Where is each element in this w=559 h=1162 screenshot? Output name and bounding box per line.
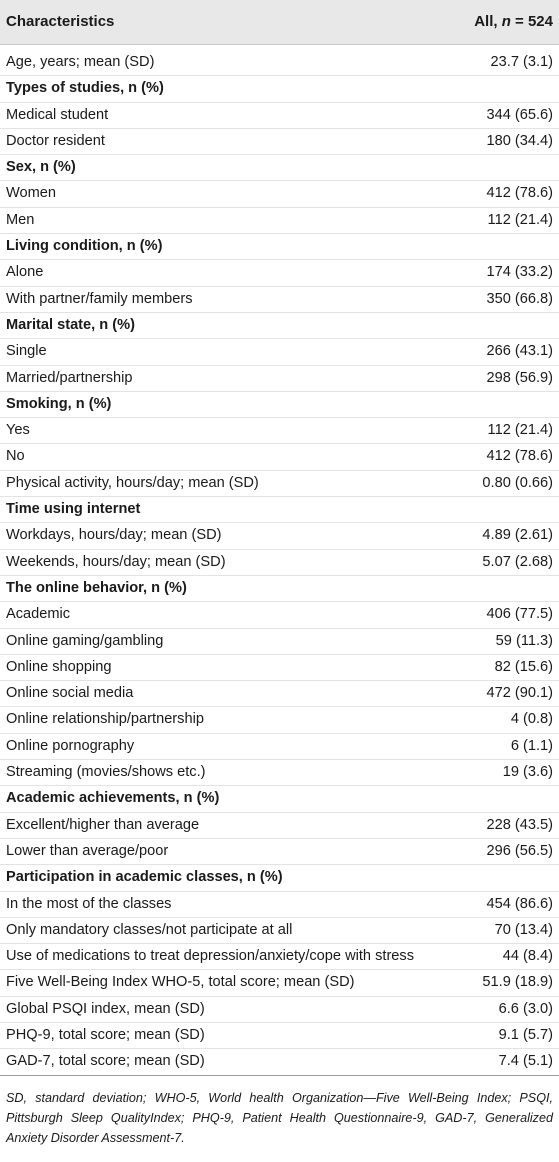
table-footnote: SD, standard deviation; WHO-5, World health Organization—Five Well-Being Index; PSQI, Pittsburgh Sleep QualityIndex; PHQ-9, Patient Health Questionnaire-9, GAD-7, Generalized Anxiety Disorder Assessment-7. xyxy=(6,1090,553,1145)
row-label: Online pornography xyxy=(6,737,135,754)
row-label: Only mandatory classes/not participate at all xyxy=(6,921,293,938)
section-row xyxy=(0,865,559,891)
row-value: 9.1 (5.7) xyxy=(498,1026,553,1043)
table-row xyxy=(0,655,559,681)
row-value: 6.6 (3.0) xyxy=(498,1000,553,1017)
section-row xyxy=(0,234,559,260)
table-row xyxy=(0,813,559,839)
table-row xyxy=(0,944,559,970)
section-row xyxy=(0,155,559,181)
row-value: 7.4 (5.1) xyxy=(498,1053,553,1070)
row-label: Use of medications to treat depression/anxiety/cope with stress xyxy=(6,948,415,965)
row-value: 174 (33.2) xyxy=(486,264,553,281)
row-value: 0.80 (0.66) xyxy=(482,474,553,491)
row-value: 6 (1.1) xyxy=(510,737,553,754)
table-row xyxy=(0,602,559,628)
row-label: Academic achievements, n (%) xyxy=(6,790,220,807)
row-label: Excellent/higher than average xyxy=(6,816,200,833)
row-value: 228 (43.5) xyxy=(486,816,553,833)
row-label: Participation in academic classes, n (%) xyxy=(6,869,283,886)
row-label: Yes xyxy=(6,422,30,439)
section-row xyxy=(0,576,559,602)
table-row xyxy=(0,1023,559,1049)
row-value: 412 (78.6) xyxy=(486,185,553,202)
row-label: Online gaming/gambling xyxy=(6,632,164,649)
row-label: Sex, n (%) xyxy=(6,159,76,176)
row-value: 266 (43.1) xyxy=(486,343,553,360)
row-label: Types of studies, n (%) xyxy=(6,80,164,97)
table-row xyxy=(0,103,559,129)
section-row xyxy=(0,786,559,812)
table-row xyxy=(0,523,559,549)
table-row xyxy=(0,471,559,497)
table-row xyxy=(0,707,559,733)
row-value: 406 (77.5) xyxy=(486,606,553,623)
row-label: Single xyxy=(6,343,47,360)
row-label: Marital state, n (%) xyxy=(6,316,135,333)
row-value: 112 (21.4) xyxy=(487,211,553,228)
row-label: Living condition, n (%) xyxy=(6,238,163,255)
table-body xyxy=(0,50,559,1076)
row-value: 472 (90.1) xyxy=(486,685,553,702)
row-label: Smoking, n (%) xyxy=(6,395,112,412)
row-label: Five Well-Being Index WHO-5, total score; mean (SD) xyxy=(6,974,355,991)
table-row xyxy=(0,129,559,155)
row-label: Global PSQI index, mean (SD) xyxy=(6,1000,205,1017)
row-value: 412 (78.6) xyxy=(486,448,553,465)
row-label: Doctor resident xyxy=(6,132,105,149)
row-label: Weekends, hours/day; mean (SD) xyxy=(6,553,226,570)
row-label: Men xyxy=(6,211,35,228)
table-row xyxy=(0,366,559,392)
table-row xyxy=(0,760,559,786)
table-row xyxy=(0,50,559,76)
row-label: Workdays, hours/day; mean (SD) xyxy=(6,527,222,544)
row-value: 350 (66.8) xyxy=(486,290,553,307)
table-row xyxy=(0,444,559,470)
row-value: 4 (0.8) xyxy=(510,711,553,728)
table-row xyxy=(0,208,559,234)
row-label: No xyxy=(6,448,25,465)
row-value: 23.7 (3.1) xyxy=(490,54,553,70)
row-label: PHQ-9, total score; mean (SD) xyxy=(6,1026,205,1043)
row-value: 296 (56.5) xyxy=(486,842,553,859)
row-value: 298 (56.9) xyxy=(486,369,553,386)
row-label: GAD-7, total score; mean (SD) xyxy=(6,1053,205,1070)
header-all-n: n xyxy=(501,13,511,30)
row-label: Online shopping xyxy=(6,658,112,675)
table-row xyxy=(0,681,559,707)
row-label: Alone xyxy=(6,264,44,281)
row-label: Age, years; mean (SD) xyxy=(6,54,155,70)
table-row xyxy=(0,339,559,365)
table-row xyxy=(0,260,559,286)
row-label: In the most of the classes xyxy=(6,895,172,912)
row-value: 51.9 (18.9) xyxy=(482,974,553,991)
row-value: 59 (11.3) xyxy=(495,632,553,649)
row-label: Academic xyxy=(6,606,71,623)
table-row xyxy=(0,629,559,655)
row-value: 5.07 (2.68) xyxy=(482,553,553,570)
row-label: Online relationship/partnership xyxy=(6,711,204,728)
row-label: Lower than average/poor xyxy=(6,842,169,859)
table-row xyxy=(0,550,559,576)
row-label: Married/partnership xyxy=(6,369,133,386)
row-label: Online social media xyxy=(6,685,134,702)
row-label: Streaming (movies/shows etc.) xyxy=(6,764,206,781)
table-row xyxy=(0,918,559,944)
section-row xyxy=(0,76,559,102)
table-row xyxy=(0,839,559,865)
row-label: Time using internet xyxy=(6,501,141,518)
table-row xyxy=(0,418,559,444)
row-label: With partner/family members xyxy=(6,290,193,307)
header-all-suffix: = 524 xyxy=(510,13,553,30)
row-label: The online behavior, n (%) xyxy=(6,579,187,596)
row-value: 4.89 (2.61) xyxy=(482,527,553,544)
header-all-prefix: All, xyxy=(474,13,502,30)
row-value: 180 (34.4) xyxy=(486,132,553,149)
row-label: Women xyxy=(6,185,57,202)
table-row xyxy=(0,734,559,760)
table-row xyxy=(0,997,559,1023)
header-characteristics: Characteristics xyxy=(6,13,115,30)
row-value: 44 (8.4) xyxy=(502,948,553,965)
table-row xyxy=(0,287,559,313)
table-row xyxy=(0,892,559,918)
table-row xyxy=(0,970,559,996)
row-value: 82 (15.6) xyxy=(494,658,553,675)
section-row xyxy=(0,392,559,418)
row-label: Physical activity, hours/day; mean (SD) xyxy=(6,474,259,491)
table-row xyxy=(0,1049,559,1075)
section-row xyxy=(0,497,559,523)
row-value: 344 (65.6) xyxy=(486,106,553,123)
row-label: Medical student xyxy=(6,106,109,123)
row-value: 70 (13.4) xyxy=(494,921,553,938)
table-header xyxy=(0,0,559,45)
row-value: 19 (3.6) xyxy=(502,764,553,781)
row-value: 112 (21.4) xyxy=(487,422,553,439)
header-all xyxy=(474,13,553,30)
section-row xyxy=(0,313,559,339)
table-row xyxy=(0,181,559,207)
row-value: 454 (86.6) xyxy=(486,895,553,912)
